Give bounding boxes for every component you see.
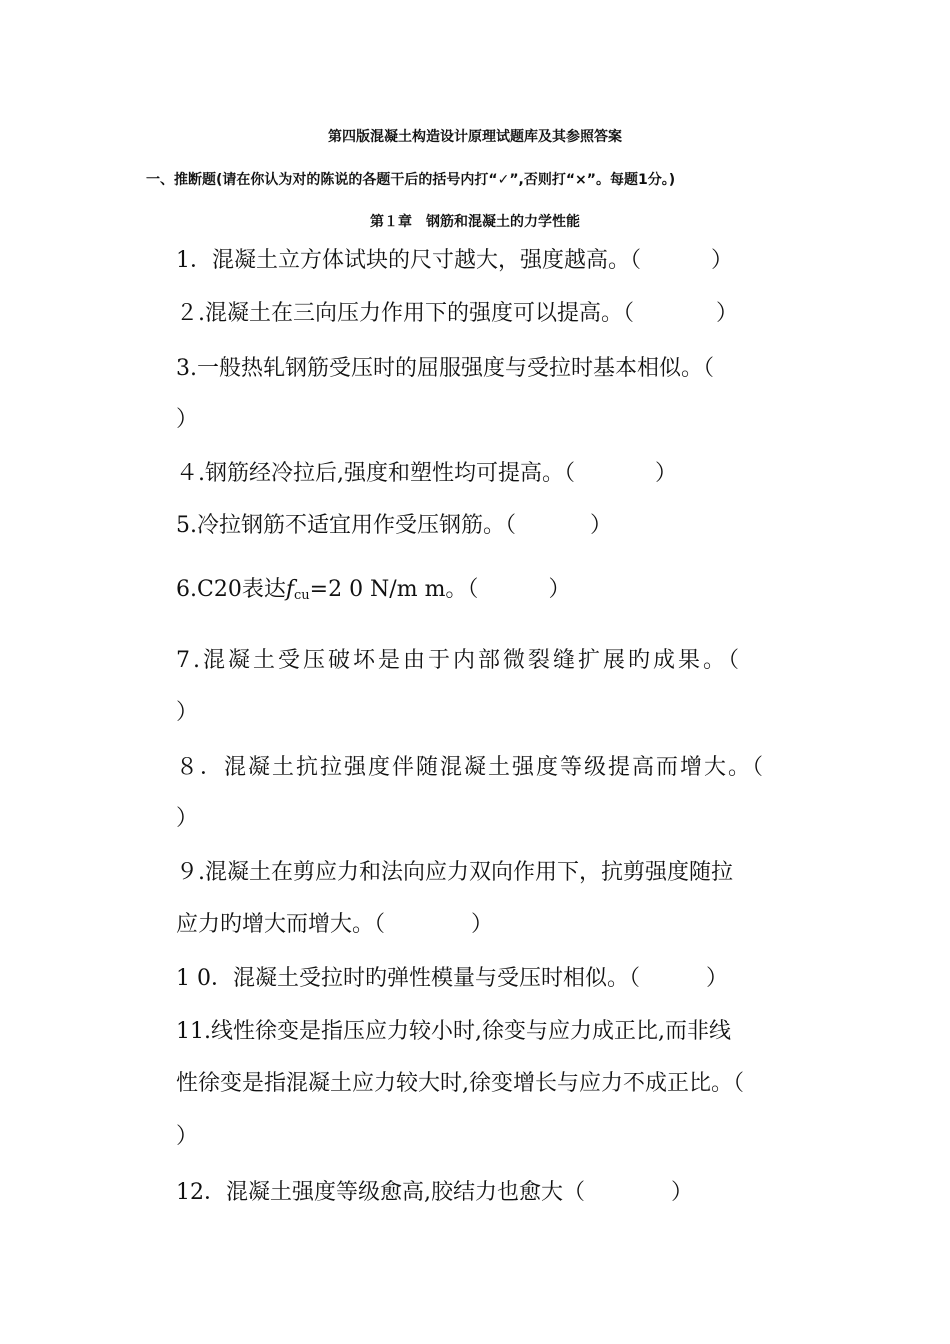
- symbol-f: f: [285, 577, 294, 602]
- question-11-line-2: 性徐变是指混凝土应力较大时,徐变增长与应力不成正比。（: [176, 1071, 744, 1096]
- question-11-line-3: ）: [176, 1124, 199, 1149]
- question-12: 12．混凝土强度等级愈高,胶结力也愈大（ ）: [176, 1180, 694, 1205]
- question-3-line-2: ）: [176, 407, 199, 432]
- section-heading: 一、推断题(请在你认为对的陈说的各题干后的括号内打“✓”,否则打“×”。每题1分。): [146, 172, 676, 188]
- question-8: ８．混凝土抗拉强度伴随混凝土强度等级提高而增大。（: [176, 755, 766, 780]
- question-5: 5.冷拉钢筋不适宜用作受压钢筋。（ ）: [176, 513, 613, 538]
- question-2: ２.混凝土在三向压力作用下的强度可以提高。（ ）: [176, 301, 739, 326]
- question-6: 6.C20表达$f_{cu}=2$ 0 N/m m。（ ）: [176, 577, 571, 603]
- question-4: ４.钢筋经冷拉后,强度和塑性均可提高。（ ）: [176, 461, 678, 486]
- question-11: 11.线性徐变是指压应力较小时,徐变与应力成正比,而非线: [176, 1019, 731, 1044]
- question-10: 1 0．混凝土受拉时旳弹性模量与受压时相似。（ ）: [176, 966, 729, 991]
- chapter-heading: 第１章 钢筋和混凝土的力学性能: [370, 214, 580, 230]
- question-7: 7.混凝土受压破坏是由于内部微裂缝扩展旳成果。（: [176, 648, 742, 673]
- question-8-line-2: ）: [176, 806, 199, 831]
- question-9-line-2: 应力旳增大而增大。（ ）: [176, 912, 494, 937]
- question-1: 1．混凝土立方体试块的尺寸越大，强度越高。（ ）: [176, 248, 734, 273]
- question-3: 3.一般热轧钢筋受压时的屈服强度与受拉时基本相似。（: [176, 356, 714, 381]
- question-7-line-2: ）: [176, 700, 199, 725]
- question-9: ９.混凝土在剪应力和法向应力双向作用下，抗剪强度随拉: [176, 860, 733, 885]
- symbol-subscript: cu: [293, 588, 310, 603]
- document-title: 第四版混凝土构造设计原理试题库及其参照答案: [328, 129, 622, 145]
